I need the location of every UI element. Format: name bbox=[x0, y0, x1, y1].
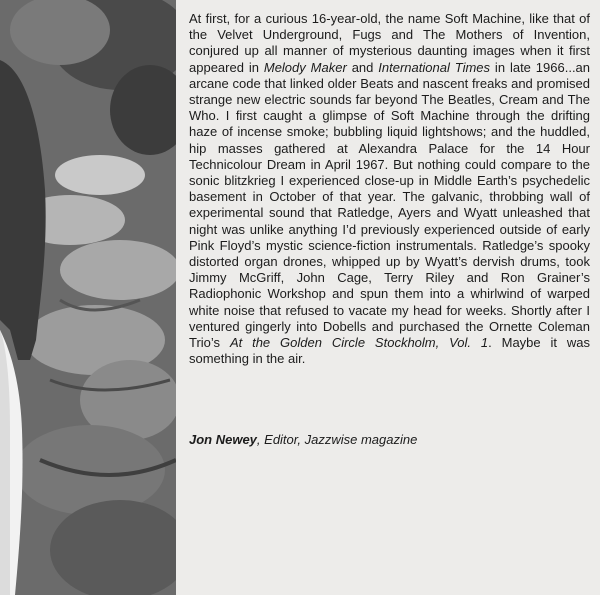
photo-image bbox=[0, 0, 176, 595]
publication-melody-maker: Melody Maker bbox=[263, 59, 347, 75]
photo-rocks-garden bbox=[0, 0, 176, 595]
article-text-4: . Maybe it was something in the air. bbox=[189, 335, 590, 367]
article-text-1: At first, for a curious 16-year-old, the name Soft Machine, like that of the Velvet Underground, Fugs and The Mothers of Invention, conjured up all manner of mysterious daunting images when it first appeared in bbox=[189, 11, 590, 75]
author-credit bbox=[189, 432, 590, 448]
publication-international-times: International Times bbox=[378, 59, 491, 75]
article-text-3: in late 1966...an arcane code that linked older Beats and nascent freaks and promised strange new electric sounds far beyond The Beatles, Cream and The Who. I first caught a glimpse of Soft Machine through the drifting haze of incense smoke; bubbling liquid lightshows; and the huddled, hip masses gathered at Alexandra Palace for the 14 Hour Technicolour Dream in April 1967. But nothing could compare to the sonic blitzkrieg I experienced close-up in Middle Earth’s psychedelic basement in October of that year. The galvanic, throbbing wall of experimental sound that Ratledge, Ayers and Wyatt unleashed that night was unlike anything I’d previously experienced outside of early Pink Floyd’s mystic science-fiction instrumentals. Ratledge’s spooky distorted organ drones, whipped up by Wyatt’s dervish drums, took Jimmy McGriff, John Cage, Terry Riley and Ron Grainer’s Radiophonic Workshop and spun them into a whirlwind of warped white noise that refused to vacate my head for weeks. Shortly after I ventured gingerly into Dobells and purchased the Ornette Coleman Trio’s bbox=[189, 59, 591, 351]
album-title: At the Golden Circle Stockholm, Vol. 1 bbox=[229, 335, 489, 351]
article-body bbox=[189, 11, 590, 367]
text-panel bbox=[176, 0, 600, 595]
article-text-2: and bbox=[346, 59, 379, 75]
author-name: Jon Newey bbox=[189, 432, 257, 447]
author-role: , Editor, Jazzwise magazine bbox=[256, 432, 418, 447]
